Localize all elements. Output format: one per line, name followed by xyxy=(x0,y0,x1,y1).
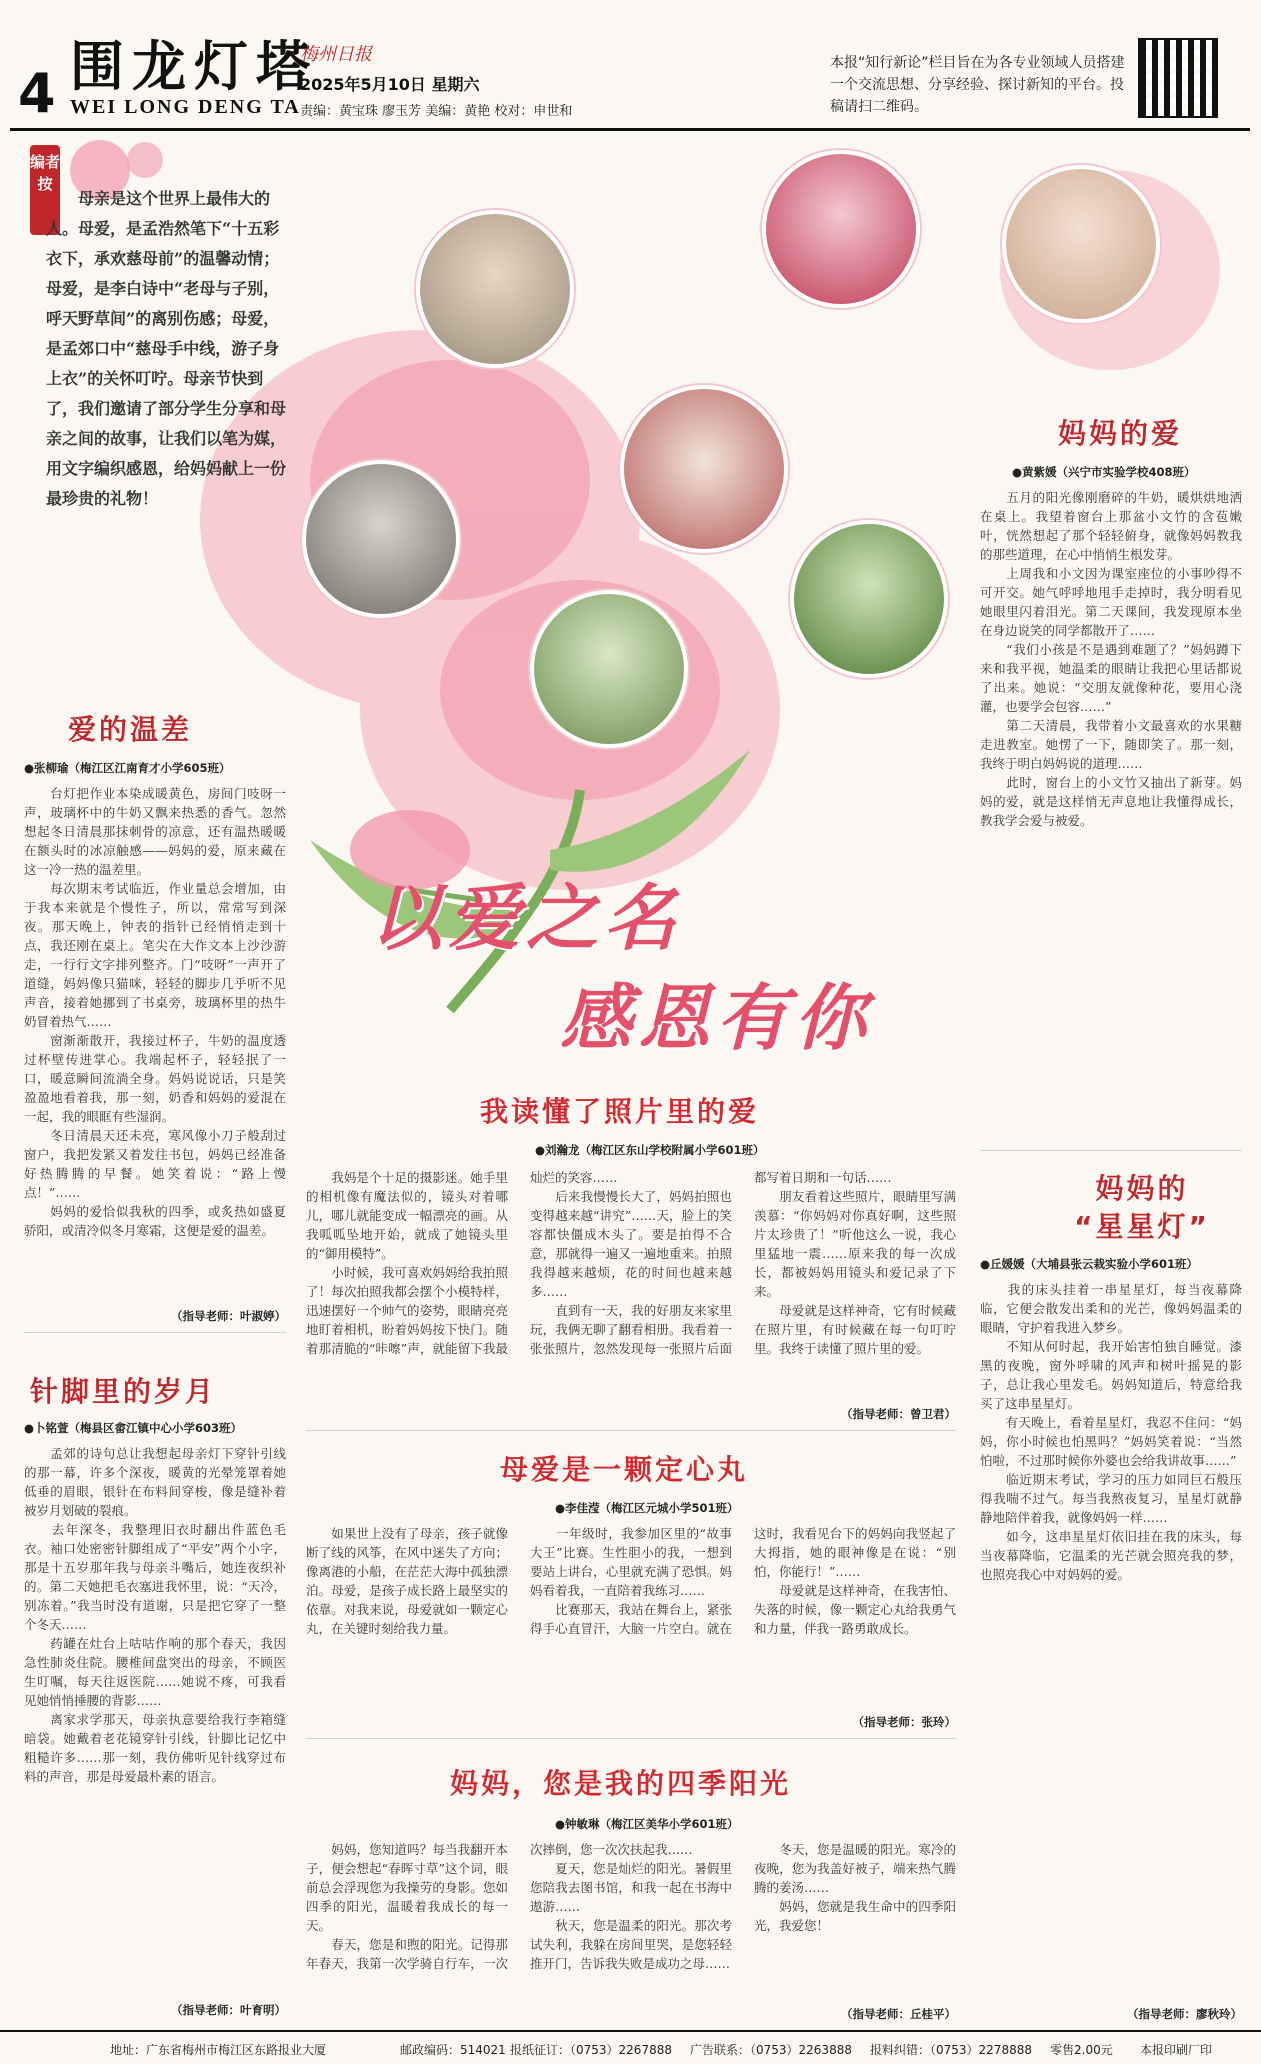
article-title-warm-love: 爱的温差 xyxy=(68,713,193,746)
article-byline: ●黄紫媛（兴宁市实验学校408班） xyxy=(1012,465,1196,479)
article-byline: ●钟敏琳（梅江区美华小学601班） xyxy=(555,1817,739,1831)
article-teacher: （指导老师：张玲） xyxy=(852,1715,956,1729)
article-title-stitches: 针脚里的岁月 xyxy=(30,1375,217,1408)
article-body-reassurance: 如果世上没有了母亲，孩子就像断了线的风筝，在风中迷失了方向；像离港的小船，在茫茫大海中孤独漂泊。母爱，是孩子成长路上最坚实的依靠。对我来说，母爱就如一颗定心丸，在关键时刻给我力量。 一年级时，我参加区里的“故事大王”比赛。生性胆小的我，一想到要站上讲台，心里就充满了恐惧。妈妈看着我，一直陪着我练习…… 比赛那天，我站在舞台上，紧张得手心直冒汗，大脑一片空白。就在这时，我看见台下的妈妈向我竖起了大拇指，她的眼神像是在说：“别怕，你能行！”…… 母爱就是这样神奇，在我害怕、失落的时候，像一颗定心丸给我勇气和力量，伴我一路勇敢成长。 xyxy=(306,1526,956,1636)
divider xyxy=(306,1430,956,1431)
article-byline: ●刘瀚龙（梅江区东山学校附属小学601班） xyxy=(535,1143,765,1157)
article-teacher: （指导老师：廖秋玲） xyxy=(1127,2007,1242,2021)
newspaper-logo: 梅州日报 xyxy=(300,44,372,65)
photo-mother-daughter-outdoor xyxy=(1002,165,1160,323)
photo-mother-daughter xyxy=(416,210,574,368)
footer xyxy=(0,2030,1261,2064)
page-number: 4 xyxy=(18,62,56,125)
column-title: 围龙灯塔 xyxy=(70,34,318,98)
headline-line2: 感恩有你 xyxy=(560,975,873,1060)
article-teacher: （指导老师：曾卫君） xyxy=(841,1407,956,1421)
footer-ads: 广告联系：（0753）2263888 xyxy=(690,2043,852,2057)
article-title-reassurance: 母爱是一颗定心丸 xyxy=(500,1453,749,1486)
footer-subscription: 报纸征订：（0753）2267888 xyxy=(510,2043,672,2057)
article-body-stitches: 孟郊的诗句总让我想起母亲灯下穿针引线的那一幕，许多个深夜，暖黄的光晕笼罩着她低垂的眉眼，银针在布料间穿梭，像是缝补着被岁月划破的裂痕。 去年深冬，我整理旧衣时翻出件蓝色毛衣。袖口处密密针脚组成了“平安”两个小字，那是十五岁那年我与母亲斗嘴后，她连夜织补的。第二天她把毛衣塞进我怀里，说：“天冷，别冻着。”我当时没有道谢，只是把它穿了一整个冬天…… 药罐在灶台上咕咕作响的那个春天，我因急性肺炎住院。腰椎间盘突出的母亲，不顾医生叮嘱，每天往返医院……她说不疼，可我看见她悄悄捶腰的背影…… 离家求学那天，母亲执意要给我行李箱缝暗袋。她戴着老花镜穿针引线，针脚比记忆中粗糙许多……那一刻，我仿佛听见针线穿过布料的声音，那是母爱最朴素的语言。 xyxy=(24,1446,286,1784)
staff-credits: 责编：黄宝珠 廖玉芳 美编：黄艳 校对：申世和 xyxy=(300,104,573,119)
photo-mother-boy-stage xyxy=(762,150,920,308)
photo-mother-son xyxy=(302,460,460,618)
issue-date: 2025年5月10日 星期六 xyxy=(300,75,480,94)
masthead xyxy=(0,0,1261,130)
qr-code-icon[interactable] xyxy=(1138,38,1218,118)
column-note: 本报“知行新论”栏目旨在为各专业领域人员搭建一个交流思想、分享经验、探讨新知的平台。投稿请扫二维码。 xyxy=(830,55,1125,115)
footer-report: 报料纠错：（0753）2278888 xyxy=(870,2043,1032,2057)
article-body-seasons: 妈妈，您知道吗？每当我翻开本子，便会想起“春晖寸草”这个词，眼前总会浮现您为我操劳的身影。您如四季的阳光，温暖着我成长的每一天。 春天，您是和煦的阳光。记得那年春天，我第一次学骑自行车，一次次摔倒，您一次次扶起我…… 夏天，您是灿烂的阳光。暑假里您陪我去图书馆，和我一起在书海中遨游…… 秋天，您是温柔的阳光。那次考试失利，我躲在房间里哭，是您轻轻推开门，告诉我失败是成功之母…… 冬天，您是温暖的阳光。寒冷的夜晚，您为我盖好被子，端来热气腾腾的姜汤…… 妈妈，您就是我生命中的四季阳光，我爱您！ xyxy=(306,1842,956,1971)
divider xyxy=(306,1738,956,1739)
footer-address: 地址：广东省梅州市梅江区东路报业大厦 xyxy=(110,2043,327,2057)
article-byline: ●丘媛媛（大埔县张云栽实验小学601班） xyxy=(980,1257,1199,1271)
article-title-star-lamp: 妈妈的 “星星灯” xyxy=(1074,1172,1210,1243)
divider xyxy=(24,1332,286,1333)
article-byline: ●张柳瑜（梅江区江南育才小学605班） xyxy=(24,761,231,775)
masthead-rule xyxy=(10,128,1250,131)
column-pinyin: WEI LONG DENG TA xyxy=(70,96,301,118)
editor-note-text: 母亲是这个世界上最伟大的人。母爱，是孟浩然笔下“十五彩衣下，承欢慈母前”的温馨动情；母爱，是李白诗中“老母与子别，呼天野草间”的离别伤感；母爱，是孟郊口中“慈母手中线，游子身上衣”的关怀叮咛。母亲节快到了，我们邀请了部分学生分享和母亲之间的故事，让我们以笔为媒，用文字编织感恩，给妈妈献上一份最珍贵的礼物！ xyxy=(46,189,287,508)
article-body-star-lamp: 我的床头挂着一串星星灯，每当夜幕降临，它便会散发出柔和的光芒，像妈妈温柔的眼睛，守护着我进入梦乡。 不知从何时起，我开始害怕独自睡觉。漆黑的夜晚，窗外呼啸的风声和树叶摇晃的影子，总让我心里发毛。妈妈知道后，特意给我买了这串星星灯。 有天晚上，看着星星灯，我忍不住问：“妈妈，你小时候也怕黑吗？”妈妈笑着说：“当然怕啦，不过那时候你外婆也会给我讲故事……” 临近期末考试，学习的压力如同巨石般压得我喘不过气。每当我熬夜复习，星星灯就静静地陪伴着我，就像妈妈一样…… 如今，这串星星灯依旧挂在我的床头，每当夜幕降临，它温柔的光芒就会照亮我的梦，也照亮我心中对妈妈的爱。 xyxy=(980,1282,1242,1582)
article-title-seasons: 妈妈，您是我的四季阳光 xyxy=(450,1767,792,1800)
photo-mother-schoolgirl xyxy=(530,590,688,748)
footer-printer: 本报印刷厂印 xyxy=(1140,2043,1213,2057)
article-title-photo-love: 我读懂了照片里的爱 xyxy=(480,1095,760,1128)
article-body-warm-love: 台灯把作业本染成暖黄色，房间门吱呀一声，玻璃杯中的牛奶又飘来热悉的香气。忽然想起冬日清晨那抹刺骨的凉意，还有温热暖暖在额头时的冰凉触感——妈妈的爱，原来藏在这一冷一热的温差里。 每次期末考试临近，作业量总会增加，由于我本来就是个慢性子，所以，常常写到深夜。那天晚上，钟表的指针已经悄悄走到十点，我还刚在桌上。笔尖在大作文本上沙沙游走，一行行文字排列整齐。门“吱呀”一声开了道缝，妈妈像只猫咪，轻轻的脚步几乎听不见声音，接着她挪到了书桌旁，玻璃杯里的热牛奶冒着热气…… 窗渐渐散开，我接过杯子，牛奶的温度透过杯壁传进掌心。我端起杯子，轻轻抿了一口，暖意瞬间流淌全身。妈妈说说话，只是笑盈盈地看着我，那一刻，奶香和妈妈的爱混在一起，我的眼眶有些湿润。 冬日清晨天还未亮，寒风像小刀子般刮过窗户，我把发紧又着发往书包，妈妈已经准备好热腾腾的早餐。她笑着说：“路上慢点！”…… 妈妈的爱恰似我秋的四季，或炙热如盛夏骄阳，或清冷似冬月寒霜，这便是爱的温差。 xyxy=(24,786,286,1238)
photo-cornfield xyxy=(790,520,948,678)
article-body-photo-love: 我妈是个十足的摄影迷。她手里的相机像有魔法似的，镜头对着哪儿，哪儿就能变成一幅漂亮的画。从我呱呱坠地开始，就成了她镜头里的“御用模特”。 小时候，我可喜欢妈妈给我拍照了！每次拍照我都会摆个小模特样，迅速摆好一个帅气的姿势，眼睛亮亮地盯着相机，盼着妈妈按下快门。随着那清脆的“咔嚓”声，就能留下我最灿烂的笑容…… 后来我慢慢长大了，妈妈拍照也变得越来越“讲究”……天，脸上的笑容都快僵成木头了。要是拍得不合意，那就得一遍又一遍地重来。拍照我得越来越烦，花的时间也越来越多…… 直到有一天，我的好朋友来家里玩，我俩无聊了翻看相册。我看着一张张照片，忽然发现每一张照片后面都写着日期和一句话…… 朋友看着这些照片，眼睛里写满羡慕：“你妈妈对你真好啊，这些照片太珍贵了！”听他这么一说，我心里猛地一震……原来我的每一次成长，都被妈妈用镜头和爱记录了下来。 母爱就是这样神奇，它有时候藏在照片里，有时候藏在每一句叮咛里。我终于读懂了照片里的爱。 xyxy=(306,1170,956,1356)
headline-line1: 以爱之名 xyxy=(370,875,683,960)
article-title-mom-love: 妈妈的爱 xyxy=(1058,417,1183,450)
divider xyxy=(980,1150,1242,1151)
article-byline: ●李佳滢（梅江区元城小学501班） xyxy=(555,1501,739,1515)
article-teacher: （指导老师：丘桂平） xyxy=(841,2007,956,2021)
article-byline: ●卜铭萱（梅县区畲江镇中心小学603班） xyxy=(24,1421,243,1435)
article-teacher: （指导老师：叶淑婷） xyxy=(171,1309,286,1323)
editor-note-badge: 编者按 xyxy=(30,145,60,235)
article-body-mom-love: 五月的阳光像刚磨碎的牛奶，暖烘烘地洒在桌上。我望着窗台上那盆小文竹的含苞嫩叶，恍然想起了那个轻轻俯身，就像妈妈教我的那些道理，在心中悄悄生根发芽。 上周我和小文因为课室座位的小事吵得不可开交。她气呼呼地甩手走掉时，我分明看见她眼里闪着泪光。第二天课间，我发现原本坐在身边说笑的同学都散开了…… “我们小孩是不是遇到难题了？”妈妈蹲下来和我平视，她温柔的眼睛让我把心里话都说了出来。她说：“交朋友就像种花，要用心浇灌，也要学会包容……” 第二天清晨，我带着小文最喜欢的水果糖走进教室。她愣了一下，随即笑了。那一刻，我终于明白妈妈说的道理…… 此时，窗台上的小文竹又抽出了新芽。妈妈的爱，就是这样悄无声息地让我懂得成长，教我学会爱与被爱。 xyxy=(980,490,1242,828)
footer-price: 零售2.00元 xyxy=(1050,2043,1113,2057)
footer-postcode: 邮政编码：514021 xyxy=(400,2043,506,2057)
article-teacher: （指导老师：叶育明） xyxy=(171,2003,286,2017)
photo-mother-girl-red xyxy=(620,385,788,553)
